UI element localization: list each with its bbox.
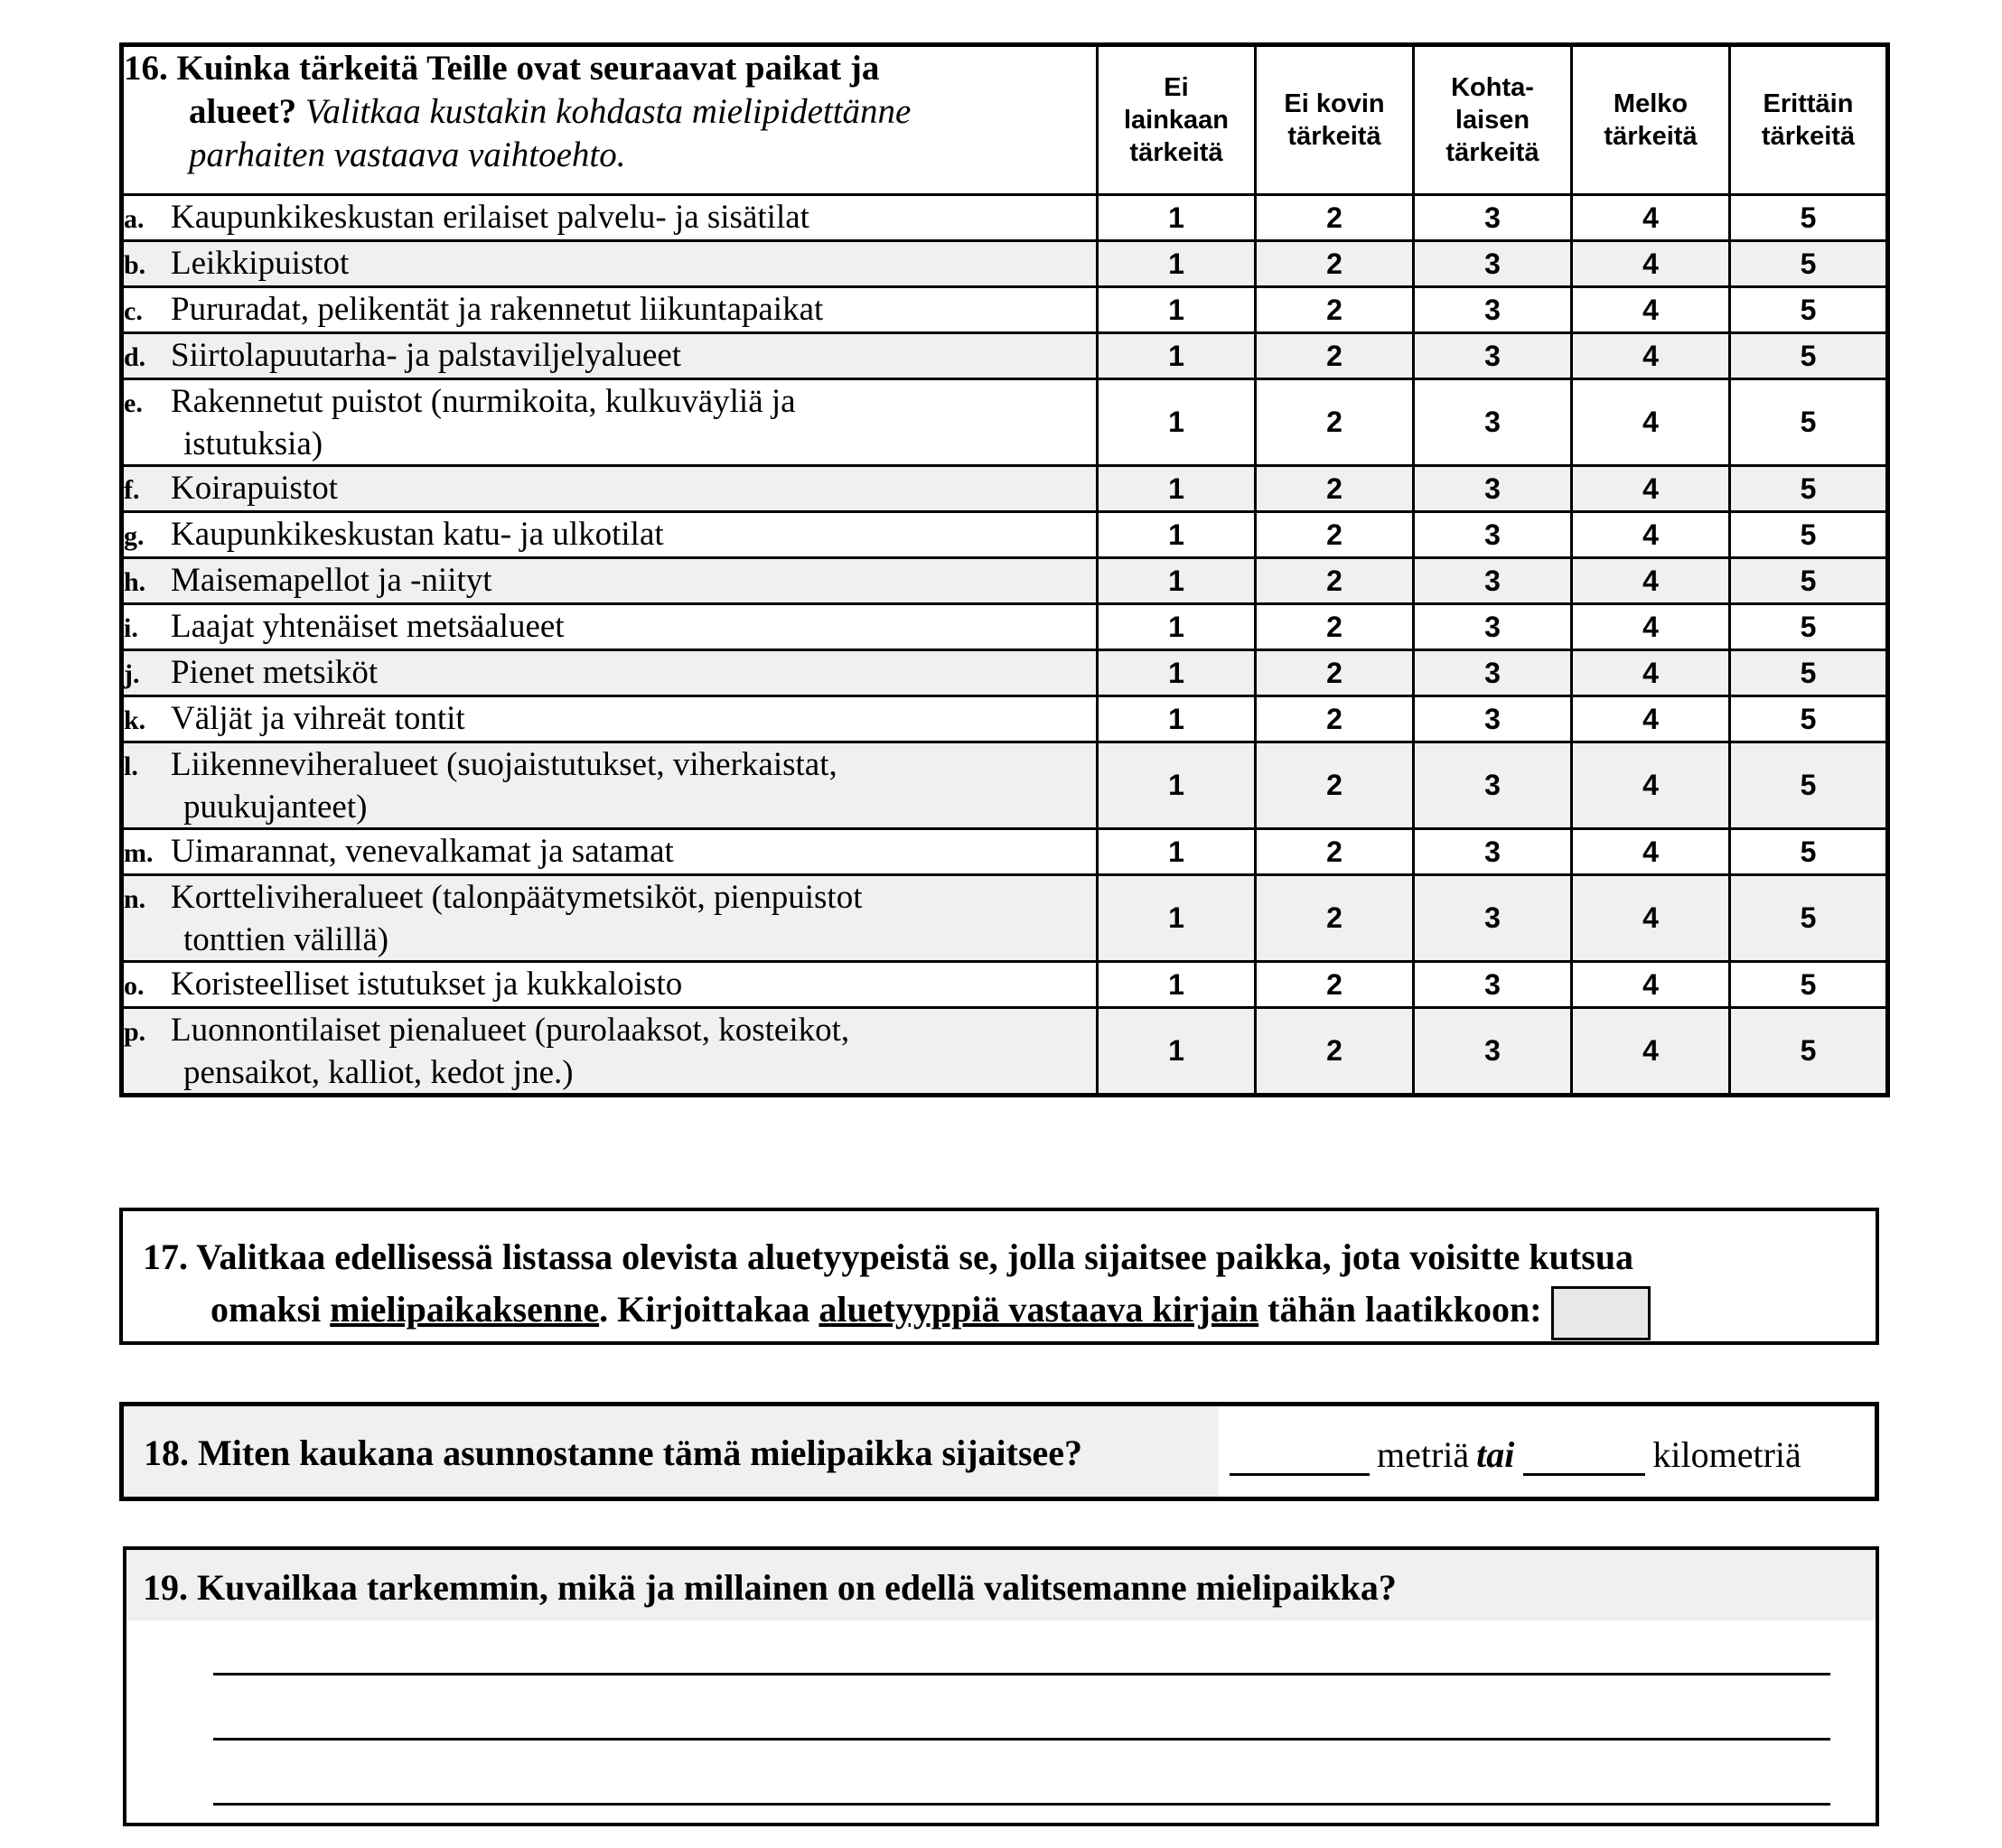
q16-row bbox=[122, 742, 1888, 829]
q16-option-4[interactable]: 4 bbox=[1572, 875, 1730, 962]
q16-item-label bbox=[122, 466, 1098, 512]
q16-item-label bbox=[122, 241, 1098, 287]
q19-answer-line-2[interactable] bbox=[213, 1738, 1830, 1741]
q16-item-letter: h. bbox=[124, 566, 146, 597]
q16-item-text: Liikenneviheralueet (suojaistutukset, viherkaistat, bbox=[171, 745, 837, 783]
q16-option-3[interactable]: 3 bbox=[1414, 1008, 1572, 1096]
q16-option-2[interactable]: 2 bbox=[1256, 650, 1414, 696]
q16-item-label bbox=[122, 195, 1098, 241]
q16-item-letter: o. bbox=[124, 970, 145, 1001]
q16-option-1[interactable]: 1 bbox=[1098, 195, 1256, 241]
q19-answer-line-3[interactable] bbox=[213, 1803, 1830, 1806]
q16-option-2[interactable]: 2 bbox=[1256, 604, 1414, 650]
q16-option-3[interactable]: 3 bbox=[1414, 333, 1572, 379]
q18-question bbox=[119, 1402, 1879, 1501]
q16-item-text-cont: tonttien välillä) bbox=[183, 920, 389, 958]
q16-option-1[interactable]: 1 bbox=[1098, 379, 1256, 466]
q16-item-text: Leikkipuistot bbox=[171, 244, 350, 282]
q16-option-5[interactable]: 5 bbox=[1730, 379, 1888, 466]
q16-option-4[interactable]: 4 bbox=[1572, 466, 1730, 512]
q16-option-3[interactable]: 3 bbox=[1414, 379, 1572, 466]
q16-item-text: Väljät ja vihreät tontit bbox=[171, 699, 465, 737]
q16-row bbox=[122, 650, 1888, 696]
q16-option-2[interactable]: 2 bbox=[1256, 379, 1414, 466]
q16-item-text-cont: istutuksia) bbox=[183, 425, 323, 462]
q16-item-label bbox=[122, 650, 1098, 696]
q16-option-2[interactable]: 2 bbox=[1256, 195, 1414, 241]
q16-option-2[interactable]: 2 bbox=[1256, 241, 1414, 287]
q16-option-4[interactable]: 4 bbox=[1572, 1008, 1730, 1096]
q16-item-label bbox=[122, 829, 1098, 875]
q18-or: tai bbox=[1476, 1434, 1515, 1475]
q16-row bbox=[122, 379, 1888, 466]
q16-option-3[interactable]: 3 bbox=[1414, 829, 1572, 875]
q16-option-3[interactable]: 3 bbox=[1414, 875, 1572, 962]
q16-option-2[interactable]: 2 bbox=[1256, 742, 1414, 829]
q16-option-5[interactable]: 5 bbox=[1730, 742, 1888, 829]
q16-option-5[interactable]: 5 bbox=[1730, 333, 1888, 379]
q16-option-2[interactable]: 2 bbox=[1256, 1008, 1414, 1096]
q16-item-letter: e. bbox=[124, 387, 143, 418]
q16-row bbox=[122, 466, 1888, 512]
q16-item-text: Koirapuistot bbox=[171, 469, 338, 507]
q16-instruction-part2: parhaiten vastaava vaihtoehto. bbox=[189, 135, 626, 174]
q16-option-1[interactable]: 1 bbox=[1098, 287, 1256, 333]
q16-row bbox=[122, 875, 1888, 962]
q16-option-3[interactable]: 3 bbox=[1414, 195, 1572, 241]
q17-emphasis-kirjain: aluetyyppiä vastaava kirjain bbox=[819, 1289, 1259, 1330]
q17-question bbox=[119, 1208, 1879, 1345]
q16-option-5[interactable]: 5 bbox=[1730, 1008, 1888, 1096]
q16-item-label bbox=[122, 875, 1098, 962]
q16-item-text: Kaupunkikeskustan katu- ja ulkotilat bbox=[171, 515, 664, 553]
q16-item-text: Rakennetut puistot (nurmikoita, kulkuväyliä ja bbox=[171, 382, 796, 420]
q16-item-text: Maisemapellot ja -niityt bbox=[171, 561, 492, 599]
q16-option-1[interactable]: 1 bbox=[1098, 962, 1256, 1008]
scale-header-2: Ei kovin tärkeitä bbox=[1256, 45, 1414, 195]
q16-row bbox=[122, 287, 1888, 333]
q16-option-5[interactable]: 5 bbox=[1730, 241, 1888, 287]
q16-option-5[interactable]: 5 bbox=[1730, 962, 1888, 1008]
scale-header-5: Erittäin tärkeitä bbox=[1730, 45, 1888, 195]
q16-item-letter: b. bbox=[124, 249, 146, 280]
q16-item-text-cont: puukujanteet) bbox=[183, 788, 368, 826]
q16-item-label bbox=[122, 604, 1098, 650]
q16-option-3[interactable]: 3 bbox=[1414, 962, 1572, 1008]
q16-option-3[interactable]: 3 bbox=[1414, 650, 1572, 696]
q16-title-line1: Kuinka tärkeitä Teille ovat seuraavat paikat ja bbox=[176, 49, 880, 88]
q16-item-label bbox=[122, 333, 1098, 379]
q16-item-letter: a. bbox=[124, 203, 145, 234]
q17-line2: omaksi mielipaikaksenne. Kirjoittakaa aluetyyppiä vastaava kirjain tähän laatikkoon: bbox=[143, 1283, 1857, 1340]
q16-item-letter: n. bbox=[124, 883, 146, 914]
q16-row bbox=[122, 195, 1888, 241]
q16-item-text-cont: pensaikot, kalliot, kedot jne.) bbox=[183, 1053, 574, 1091]
q16-item-label bbox=[122, 1008, 1098, 1096]
q16-option-3[interactable]: 3 bbox=[1414, 558, 1572, 604]
q16-row bbox=[122, 696, 1888, 742]
q16-option-3[interactable]: 3 bbox=[1414, 604, 1572, 650]
q16-option-5[interactable]: 5 bbox=[1730, 696, 1888, 742]
q16-option-5[interactable]: 5 bbox=[1730, 466, 1888, 512]
q16-item-letter: m. bbox=[124, 837, 154, 868]
q16-option-3[interactable]: 3 bbox=[1414, 241, 1572, 287]
q16-option-1[interactable]: 1 bbox=[1098, 558, 1256, 604]
q16-rating-table bbox=[119, 42, 1890, 1097]
q16-item-letter: l. bbox=[124, 751, 138, 781]
q16-item-label bbox=[122, 696, 1098, 742]
q16-row bbox=[122, 962, 1888, 1008]
q16-option-2[interactable]: 2 bbox=[1256, 512, 1414, 558]
q16-item-letter: k. bbox=[124, 705, 146, 735]
q16-row bbox=[122, 829, 1888, 875]
q16-option-4[interactable]: 4 bbox=[1572, 604, 1730, 650]
q16-option-4[interactable]: 4 bbox=[1572, 742, 1730, 829]
q19-question bbox=[123, 1546, 1879, 1826]
q16-option-4[interactable]: 4 bbox=[1572, 512, 1730, 558]
q16-item-text: Laajat yhtenäiset metsäalueet bbox=[171, 607, 565, 645]
q16-row bbox=[122, 558, 1888, 604]
q16-option-1[interactable]: 1 bbox=[1098, 829, 1256, 875]
q16-item-text: Siirtolapuutarha- ja palstaviljelyalueet bbox=[171, 336, 682, 374]
q16-row bbox=[122, 604, 1888, 650]
q18-unit-kilometers: kilometriä bbox=[1652, 1434, 1801, 1475]
q16-item-text: Kortteliviheralueet (talonpäätymetsiköt, pienpuistot bbox=[171, 878, 863, 916]
q16-item-text: Uimarannat, venevalkamat ja satamat bbox=[171, 832, 674, 870]
q16-item-letter: p. bbox=[124, 1016, 146, 1047]
q18-kilometers-field[interactable] bbox=[1523, 1437, 1645, 1476]
q17-emphasis-mielipaikka: mielipaikaksenne bbox=[330, 1289, 600, 1330]
q16-option-1[interactable]: 1 bbox=[1098, 466, 1256, 512]
q18-meters-field[interactable] bbox=[1230, 1437, 1370, 1476]
q16-item-letter: c. bbox=[124, 295, 143, 326]
q16-option-4[interactable]: 4 bbox=[1572, 650, 1730, 696]
q16-number: 16. bbox=[124, 49, 168, 88]
q16-option-1[interactable]: 1 bbox=[1098, 650, 1256, 696]
q16-option-4[interactable]: 4 bbox=[1572, 333, 1730, 379]
q16-option-2[interactable]: 2 bbox=[1256, 287, 1414, 333]
scale-header-3: Kohta- laisen tärkeitä bbox=[1414, 45, 1572, 195]
q16-option-3[interactable]: 3 bbox=[1414, 696, 1572, 742]
q16-option-2[interactable]: 2 bbox=[1256, 558, 1414, 604]
q16-row bbox=[122, 333, 1888, 379]
q16-option-5[interactable]: 5 bbox=[1730, 195, 1888, 241]
q16-option-5[interactable]: 5 bbox=[1730, 829, 1888, 875]
q16-option-1[interactable]: 1 bbox=[1098, 742, 1256, 829]
q16-instruction-part1: Valitkaa kustakin kohdasta mielipidettänne bbox=[304, 92, 912, 131]
q16-option-2[interactable]: 2 bbox=[1256, 875, 1414, 962]
q16-option-4[interactable]: 4 bbox=[1572, 379, 1730, 466]
q16-item-label bbox=[122, 512, 1098, 558]
q16-option-1[interactable]: 1 bbox=[1098, 604, 1256, 650]
q16-item-letter: j. bbox=[124, 658, 140, 689]
q19-answer-line-1[interactable] bbox=[213, 1673, 1830, 1675]
q16-option-4[interactable]: 4 bbox=[1572, 287, 1730, 333]
q16-option-2[interactable]: 2 bbox=[1256, 333, 1414, 379]
q16-row bbox=[122, 1008, 1888, 1096]
q16-row bbox=[122, 512, 1888, 558]
q17-line1: 17. Valitkaa edellisessä listassa olevista aluetyypeistä se, jolla sijaitsee paikka, jota voisitte kutsua bbox=[143, 1237, 1634, 1277]
q16-item-label bbox=[122, 379, 1098, 466]
q16-option-4[interactable]: 4 bbox=[1572, 558, 1730, 604]
q16-item-text: Pururadat, pelikentät ja rakennetut liikuntapaikat bbox=[171, 290, 824, 328]
q16-option-3[interactable]: 3 bbox=[1414, 512, 1572, 558]
q16-title-line2: alueet? bbox=[189, 92, 297, 131]
q16-row bbox=[122, 241, 1888, 287]
scale-header-4: Melko tärkeitä bbox=[1572, 45, 1730, 195]
q16-question bbox=[122, 45, 1098, 195]
q16-option-4[interactable]: 4 bbox=[1572, 241, 1730, 287]
q16-option-5[interactable]: 5 bbox=[1730, 287, 1888, 333]
q16-item-label bbox=[122, 558, 1098, 604]
q16-option-5[interactable]: 5 bbox=[1730, 512, 1888, 558]
q16-option-4[interactable]: 4 bbox=[1572, 829, 1730, 875]
q16-item-label bbox=[122, 742, 1098, 829]
q16-item-text: Luonnontilaiset pienalueet (purolaaksot, kosteikot, bbox=[171, 1011, 850, 1049]
q16-item-label bbox=[122, 287, 1098, 333]
q16-option-4[interactable]: 4 bbox=[1572, 962, 1730, 1008]
scale-header-1: Ei lainkaan tärkeitä bbox=[1098, 45, 1256, 195]
q16-option-3[interactable]: 3 bbox=[1414, 742, 1572, 829]
q16-item-letter: g. bbox=[124, 520, 145, 551]
q16-option-5[interactable]: 5 bbox=[1730, 558, 1888, 604]
q16-option-1[interactable]: 1 bbox=[1098, 1008, 1256, 1096]
q16-option-4[interactable]: 4 bbox=[1572, 696, 1730, 742]
q19-label: 19. Kuvailkaa tarkemmin, mikä ja millainen on edellä valitsemanne mielipaikka? bbox=[126, 1550, 1876, 1620]
q18-fields bbox=[1219, 1406, 1809, 1497]
q16-option-1[interactable]: 1 bbox=[1098, 696, 1256, 742]
q16-option-2[interactable]: 2 bbox=[1256, 829, 1414, 875]
q16-item-text: Kaupunkikeskustan erilaiset palvelu- ja sisätilat bbox=[171, 198, 809, 236]
q16-option-3[interactable]: 3 bbox=[1414, 287, 1572, 333]
q16-option-1[interactable]: 1 bbox=[1098, 512, 1256, 558]
q16-option-1[interactable]: 1 bbox=[1098, 875, 1256, 962]
q16-item-letter: i. bbox=[124, 612, 138, 643]
q16-option-4[interactable]: 4 bbox=[1572, 195, 1730, 241]
q16-option-2[interactable]: 2 bbox=[1256, 962, 1414, 1008]
q16-option-3[interactable]: 3 bbox=[1414, 466, 1572, 512]
q16-option-5[interactable]: 5 bbox=[1730, 875, 1888, 962]
q16-item-letter: f. bbox=[124, 474, 140, 505]
q16-option-2[interactable]: 2 bbox=[1256, 696, 1414, 742]
q16-item-label bbox=[122, 962, 1098, 1008]
q16-option-5[interactable]: 5 bbox=[1730, 650, 1888, 696]
q16-item-letter: d. bbox=[124, 341, 146, 372]
q16-option-2[interactable]: 2 bbox=[1256, 466, 1414, 512]
q16-item-text: Pienet metsiköt bbox=[171, 653, 379, 691]
q16-option-1[interactable]: 1 bbox=[1098, 241, 1256, 287]
q16-option-1[interactable]: 1 bbox=[1098, 333, 1256, 379]
q16-option-5[interactable]: 5 bbox=[1730, 604, 1888, 650]
q18-unit-meters: metriä bbox=[1377, 1434, 1470, 1475]
q18-label: 18. Miten kaukana asunnostanne tämä mielipaikka sijaitsee? bbox=[124, 1406, 1219, 1497]
q17-answer-box[interactable] bbox=[1551, 1286, 1651, 1340]
q16-item-text: Koristeelliset istutukset ja kukkaloisto bbox=[171, 965, 683, 1003]
